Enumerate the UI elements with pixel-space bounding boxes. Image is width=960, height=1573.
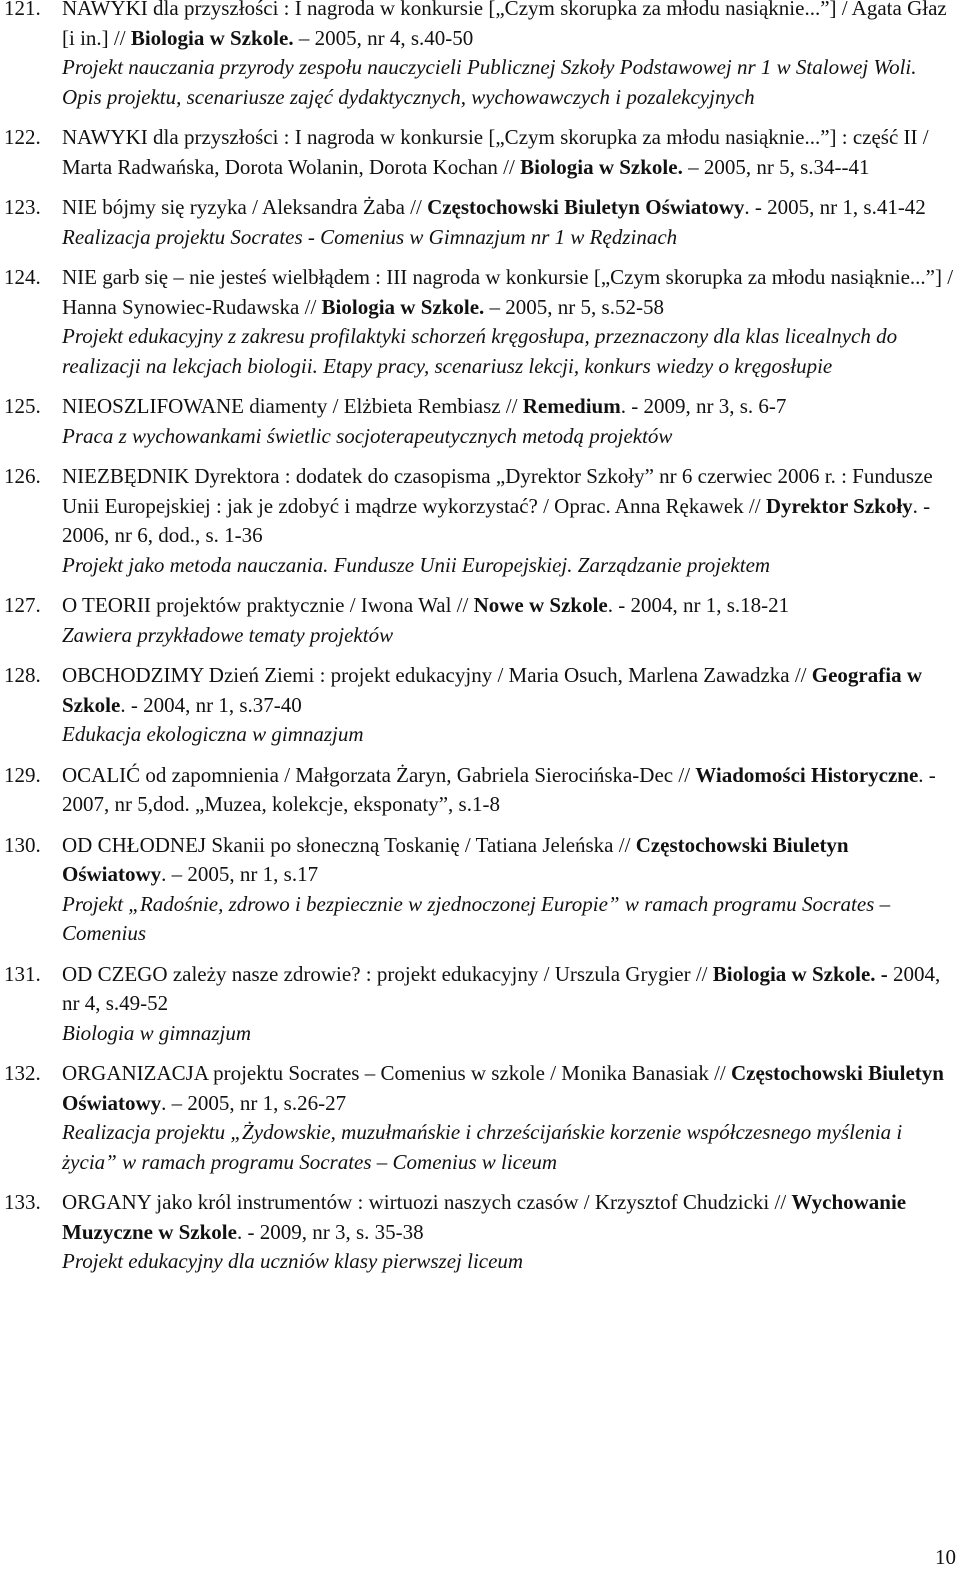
entry-citation [62, 193, 956, 223]
entry-number: 124. [4, 265, 41, 289]
citation-text: NAWYKI dla przyszłości : I nagroda w konkursie [„Czym skorupka za młodu nasiąknie...”] / Agata Głaz [i in.] // [62, 0, 947, 50]
journal-title: Biologia w Szkole. [520, 154, 683, 179]
entry-annotation: Praca z wychowankami świetlic socjoterapeutycznych metodą projektów [62, 423, 673, 448]
bibliography-entry [0, 0, 960, 112]
citation-text: NAWYKI dla przyszłości : I nagroda w konkursie [„Czym skorupka za młodu nasiąknie...”] : część II / Marta Radwańska, Dorota Wolanin, Dorota Kochan // [62, 125, 929, 179]
journal-title: Biologia w Szkole. [130, 25, 294, 50]
entry-annotation: Realizacja projektu „Żydowskie, muzułmańskie i chrześcijańskie korzenie współczesnego myślenia i życia” w ramach programu Socrates – Comenius w liceum [62, 1120, 903, 1174]
journal-title: Częstochowski Biuletyn Oświatowy [427, 195, 745, 219]
journal-title: Geografia w Szkole [62, 663, 922, 717]
entry-number: 129. [4, 762, 41, 787]
journal-title: Wychowanie Muzyczne w Szkole [62, 1190, 907, 1244]
page-number: 10 [935, 1545, 956, 1569]
entry-citation [62, 123, 956, 182]
bibliography-entry [0, 462, 960, 580]
entry-number: 127. [4, 593, 41, 617]
citation-text: OCALIĆ od zapomnienia / Małgorzata Żaryn, Gabriela Sierocińska-Dec // [62, 762, 696, 787]
bibliography-entry [0, 193, 960, 252]
entry-citation [62, 263, 956, 322]
entry-citation [62, 761, 956, 820]
journal-title: Nowe w Szkole [473, 593, 608, 617]
citation-text: ORGANIZACJA projektu Socrates – Comenius w szkole / Monika Banasiak // [62, 1061, 732, 1085]
entry-citation [62, 462, 956, 551]
bibliography-entry [0, 1188, 960, 1277]
bibliography-entry [0, 960, 960, 1049]
entry-number: 121. [4, 0, 41, 20]
entry-annotation: Edukacja ekologiczna w gimnazjum [62, 722, 364, 746]
bibliography-entry [0, 761, 960, 820]
bibliography-entry [0, 1059, 960, 1177]
entry-number: 130. [4, 832, 41, 857]
entry-number: 125. [4, 394, 41, 418]
citation-text: . - 2004, nr 1, s.18-21 [607, 593, 790, 617]
citation-text: – 2005, nr 4, s.40-50 [293, 25, 474, 50]
entry-annotation: Projekt „Radośnie, zdrowo i bezpiecznie w zjednoczonej Europie” w ramach programu Socrates – Comenius [62, 891, 891, 945]
citation-text: . - 2009, nr 3, s. 35-38 [236, 1219, 424, 1244]
citation-text: . - 2009, nr 3, s. 6-7 [620, 394, 787, 418]
bibliography-entry [0, 392, 960, 451]
entry-number: 133. [4, 1190, 41, 1214]
entry-annotation: Realizacja projektu Socrates - Comenius w Gimnazjum nr 1 w Rędzinach [62, 224, 678, 249]
citation-text: . - 2005, nr 1, s.41-42 [744, 195, 926, 219]
entry-citation [62, 392, 956, 422]
bibliography-entry [0, 591, 960, 650]
citation-text: . – 2005, nr 1, s.26-27 [161, 1090, 347, 1115]
entry-annotation: Projekt edukacyjny z zakresu profilaktyki schorzeń kręgosłupa, przeznaczony dla klas licealnych do realizacji na lekcjach biologii. Etapy pracy, scenariusz lekcji, konkurs wiedzy o kręgosłupie [62, 324, 898, 378]
entry-citation [62, 591, 956, 621]
entry-annotation: Biologia w gimnazjum [62, 1020, 252, 1045]
citation-text: NIEOSZLIFOWANE diamenty / Elżbieta Rembiasz // [62, 394, 523, 418]
journal-title: Częstochowski Biuletyn Oświatowy [62, 1061, 944, 1115]
journal-title: Remedium [522, 394, 621, 418]
bibliography-entry [0, 831, 960, 949]
entry-number: 128. [4, 663, 41, 687]
entry-citation [62, 0, 956, 53]
entry-annotation: Projekt nauczania przyrody zespołu nauczycieli Publicznej Szkoły Podstawowej nr 1 w Stalowej Woli. Opis projektu, scenariusze zajęć dydaktycznych, wychowawczych i pozalekcyjnych [62, 55, 917, 109]
citation-text: NIE bójmy się ryzyka / Aleksandra Żaba // [62, 195, 428, 219]
entry-number: 122. [4, 125, 41, 149]
bibliography-entry [0, 123, 960, 182]
citation-text: OD CZEGO zależy nasze zdrowie? : projekt edukacyjny / Urszula Grygier // [62, 961, 713, 986]
citation-text: . - 2007, nr 5,dod. „Muzea, kolekcje, eksponaty”, s.1-8 [62, 762, 936, 816]
entry-number: 132. [4, 1061, 41, 1085]
bibliography-entry [0, 661, 960, 750]
citation-text: O TEORII projektów praktycznie / Iwona Wal // [62, 593, 474, 617]
citation-text: ORGANY jako król instrumentów : wirtuozi naszych czasów / Krzysztof Chudzicki // [62, 1190, 792, 1214]
entry-citation [62, 1059, 956, 1118]
citation-text: – 2005, nr 5, s.34--41 [682, 154, 870, 179]
journal-title: Dyrektor Szkoły [765, 493, 913, 518]
journal-title: Biologia w Szkole. - [712, 961, 888, 986]
entry-annotation: Zawiera przykładowe tematy projektów [62, 622, 394, 647]
citation-text: OD CHŁODNEJ Skanii po słoneczną Toskanię / Tatiana Jeleńska // [62, 832, 636, 857]
entry-annotation: Projekt edukacyjny dla uczniów klasy pierwszej liceum [62, 1249, 524, 1273]
entry-annotation: Projekt jako metoda nauczania. Fundusze Unii Europejskiej. Zarządzanie projektem [62, 552, 771, 577]
citation-text: OBCHODZIMY Dzień Ziemi : projekt edukacyjny / Maria Osuch, Marlena Zawadzka // [62, 663, 812, 687]
entry-citation [62, 1188, 956, 1247]
entry-citation [62, 831, 956, 890]
entry-number: 126. [4, 464, 41, 488]
citation-text: . - 2006, nr 6, dod., s. 1-36 [62, 493, 931, 547]
citation-text: . - 2004, nr 1, s.37-40 [120, 692, 302, 717]
journal-title: Biologia w Szkole. [321, 294, 485, 319]
citation-text: 2004, nr 4, s.49-52 [62, 961, 941, 1015]
entry-number: 131. [4, 961, 41, 986]
entry-citation [62, 661, 956, 720]
journal-title: Częstochowski Biuletyn Oświatowy [62, 832, 849, 886]
entry-citation [62, 960, 956, 1019]
citation-text: NIE garb się – nie jesteś wielbłądem : III nagroda w konkursie [„Czym skorupka za młodu nasiąknie...”] / Hanna Synowiec-Rudawska // [62, 265, 954, 319]
bibliography-entry [0, 263, 960, 381]
journal-title: Wiadomości Historyczne [695, 762, 919, 787]
citation-text: – 2005, nr 5, s.52-58 [484, 294, 664, 319]
citation-text: . – 2005, nr 1, s.17 [161, 862, 319, 886]
entry-number: 123. [4, 195, 41, 219]
citation-text: NIEZBĘDNIK Dyrektora : dodatek do czasopisma „Dyrektor Szkoły” nr 6 czerwiec 2006 r. : Fundusze Unii Europejskiej : jak je zdobyć i mądrze wykorzystać? / Oprac. Anna Rękawek // [62, 464, 933, 518]
